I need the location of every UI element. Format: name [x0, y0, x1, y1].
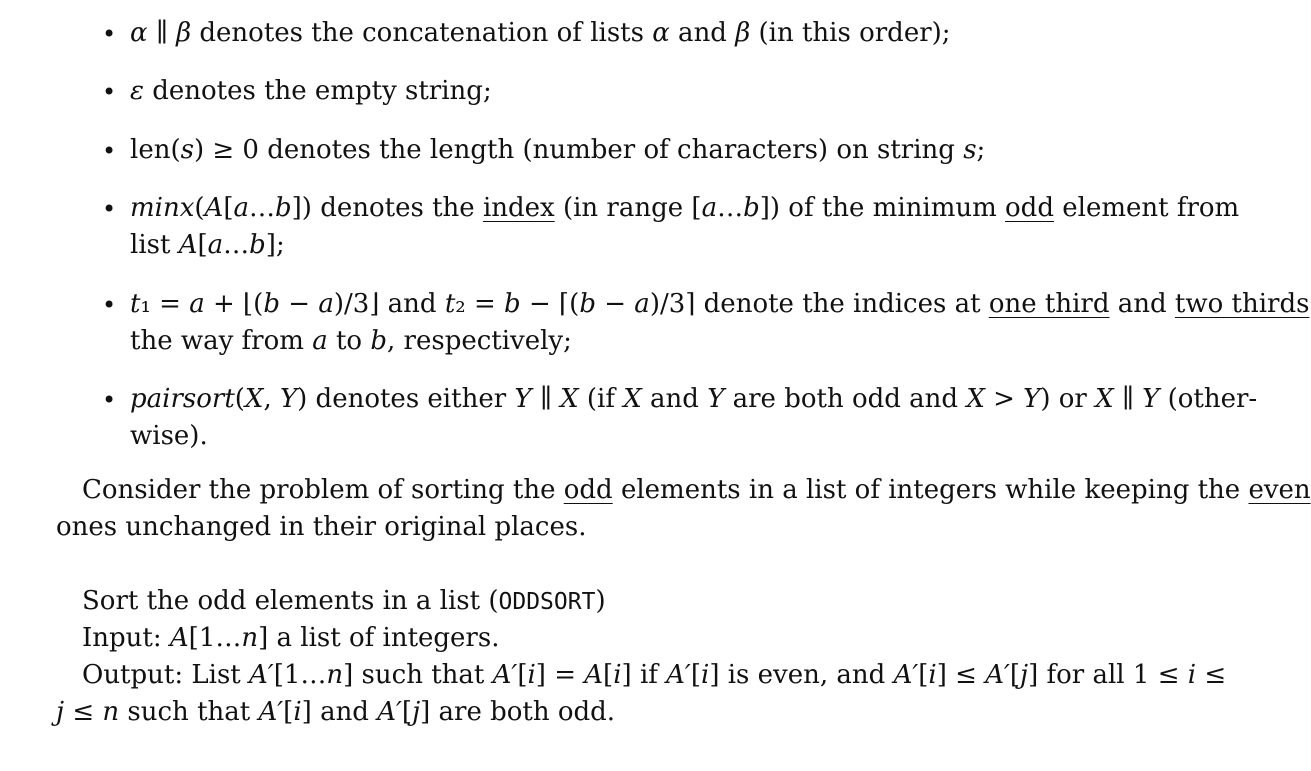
text-run: (in range [: [554, 193, 702, 223]
text-run: denotes the empty string;: [143, 76, 492, 106]
text-run: [: [401, 697, 413, 727]
math-symbol: b: [263, 289, 280, 319]
math-symbol: a: [701, 193, 718, 223]
bullet-marker: •: [102, 291, 117, 319]
math-symbol: a: [634, 289, 650, 319]
math-symbol: i: [701, 660, 710, 690]
bullet-minx-line-1: [130, 193, 1239, 223]
math-symbol: Y: [279, 384, 298, 414]
paragraph-line-1: [82, 475, 1311, 505]
text-run: and: [669, 18, 736, 48]
text-run: [: [1009, 660, 1021, 690]
math-symbol: i: [613, 660, 622, 690]
math-symbol: j: [1020, 660, 1029, 690]
math-symbol: β: [735, 18, 751, 48]
bullet-pairsort-line-1: [130, 384, 1257, 414]
bullet-len-line-1: [130, 135, 985, 165]
text-run: ;: [976, 135, 986, 165]
math-symbol: X: [623, 384, 642, 414]
text-run: −: [279, 289, 319, 319]
bullet-pairsort-line-2: [130, 421, 208, 451]
math-symbol: α: [652, 18, 670, 48]
paragraph-line-2: [56, 512, 587, 542]
text-run: to: [327, 326, 371, 356]
bullet-thirds-line-1: [130, 289, 1309, 319]
math-symbol: t: [444, 289, 456, 319]
math-symbol: i: [293, 697, 302, 727]
text-run: the way from: [130, 326, 313, 356]
text-run: Input:: [82, 623, 170, 653]
text-run: ₁ =: [140, 289, 190, 319]
text-run: and: [1109, 289, 1175, 319]
text-run: elements in a list of integers while keeping the: [612, 475, 1249, 505]
text-run: element from: [1053, 193, 1240, 223]
text-run: − ⌈(: [520, 289, 580, 319]
text-run: …: [249, 193, 275, 223]
text-run: Output: List: [82, 660, 250, 690]
text-run: )/3⌋ and: [333, 289, 445, 319]
math-symbol: A′: [249, 660, 274, 690]
problem-input: [82, 623, 499, 653]
math-symbol: b: [249, 230, 266, 260]
text-run: [: [603, 660, 614, 690]
text-run: ];: [265, 230, 285, 260]
underlined-term: even: [1248, 475, 1311, 505]
text-run: ,: [263, 384, 280, 414]
text-run: , respectively;: [387, 326, 572, 356]
problem-name: ODDSORT: [498, 589, 596, 615]
text-run: (: [194, 193, 205, 223]
text-run: ] ≤: [936, 660, 986, 690]
math-symbol: b: [579, 289, 596, 319]
math-symbol: A: [169, 623, 189, 653]
math-symbol: X > Y: [966, 384, 1041, 414]
math-symbol: n: [326, 660, 344, 690]
text-run: ]) of the minimum: [759, 193, 1006, 223]
text-run: [: [918, 660, 929, 690]
bullet-marker: •: [102, 78, 117, 106]
bullet-marker: •: [102, 386, 117, 414]
math-symbol: s: [180, 135, 194, 165]
text-run: ones unchanged in their original places.: [56, 512, 587, 542]
text-run: + ⌊(: [204, 289, 264, 319]
text-run: and: [641, 384, 708, 414]
text-run: list: [130, 230, 179, 260]
text-run: such that: [119, 697, 259, 727]
math-symbol: b: [370, 326, 387, 356]
text-run: ₂ =: [455, 289, 505, 319]
underlined-term: one third: [988, 289, 1110, 319]
math-symbol: minx: [130, 193, 195, 223]
text-run: ) denotes either: [297, 384, 515, 414]
text-run: len(: [130, 135, 181, 165]
math-symbol: A: [204, 193, 224, 223]
math-symbol: a: [189, 289, 205, 319]
text-run: ≤: [1196, 660, 1227, 690]
math-symbol: A′: [377, 697, 402, 727]
math-symbol: b: [504, 289, 521, 319]
text-run: denotes the concatenation of lists: [191, 18, 653, 48]
underlined-term: odd: [1005, 193, 1054, 223]
math-symbol: A′: [893, 660, 919, 690]
text-run: (if: [578, 384, 624, 414]
math-symbol: pairsort: [130, 384, 235, 414]
text-run: ] such that: [343, 660, 493, 690]
underlined-term: odd: [563, 475, 613, 505]
math-symbol: a: [207, 230, 224, 260]
text-run: [: [283, 697, 294, 727]
math-symbol: α ∥ β: [130, 18, 192, 48]
math-symbol: b: [275, 193, 292, 223]
text-run: [: [517, 660, 528, 690]
text-run: (other-: [1159, 384, 1258, 414]
text-run: [: [223, 193, 234, 223]
math-symbol: b: [743, 193, 760, 223]
text-run: ] are both odd.: [420, 697, 616, 727]
math-symbol: a: [312, 326, 328, 356]
text-run: )/3⌉ denote the indices at: [649, 289, 989, 319]
bullet-empty-string-line-1: [130, 76, 492, 106]
problem-output-line-1: [82, 660, 1226, 690]
text-run: ) ≥ 0 denotes the length (number of characters) on string: [193, 135, 964, 165]
math-symbol: a: [318, 289, 334, 319]
math-symbol: X ∥ Y: [1095, 384, 1160, 414]
math-symbol: t: [130, 289, 141, 319]
text-run: [1…: [188, 623, 242, 653]
text-run: (: [234, 384, 245, 414]
text-run: Sort the odd elements in a list (: [82, 586, 499, 616]
math-symbol: A′: [985, 660, 1010, 690]
math-symbol: i: [1187, 660, 1197, 690]
text-run: [: [690, 660, 701, 690]
math-symbol: Y ∥ X: [514, 384, 579, 414]
math-symbol: A: [178, 230, 198, 260]
underlined-term: index: [482, 193, 555, 223]
math-symbol: A′: [492, 660, 518, 690]
math-symbol: A′: [666, 660, 691, 690]
problem-output-line-2: [56, 697, 615, 727]
math-symbol: ε: [130, 76, 144, 106]
text-run: ] if: [621, 660, 667, 690]
text-run: ]) denotes the: [291, 193, 483, 223]
text-run: [1…: [273, 660, 327, 690]
text-run: Consider the problem of sorting the: [82, 475, 564, 505]
text-run: ] for all 1 ≤: [1028, 660, 1188, 690]
text-run: …: [717, 193, 744, 223]
math-symbol: X: [244, 384, 264, 414]
math-symbol: Y: [707, 384, 725, 414]
math-symbol: n: [241, 623, 259, 653]
text-run: ): [595, 586, 606, 616]
text-run: wise).: [130, 421, 208, 451]
math-symbol: A: [584, 660, 604, 690]
text-run: [: [197, 230, 208, 260]
text-run: ] =: [535, 660, 585, 690]
math-symbol: s: [963, 135, 977, 165]
problem-title: [82, 586, 606, 617]
math-symbol: A′: [258, 697, 284, 727]
math-symbol: a: [233, 193, 249, 223]
text-run: −: [595, 289, 635, 319]
bullet-minx-line-2: [130, 230, 285, 260]
text-run: ) or: [1040, 384, 1096, 414]
text-run: are both odd and: [724, 384, 967, 414]
text-run: ] and: [301, 697, 378, 727]
math-symbol: i: [527, 660, 536, 690]
text-run: ] is even, and: [709, 660, 894, 690]
underlined-term: two thirds: [1174, 289, 1310, 319]
math-symbol: j: [412, 697, 421, 727]
bullet-thirds-line-2: [130, 326, 572, 356]
text-run: ≤: [64, 697, 103, 727]
math-symbol: j: [56, 697, 65, 727]
math-symbol: n: [102, 697, 120, 727]
bullet-concatenation-line-1: [130, 18, 951, 48]
text-run: (in this order);: [750, 18, 951, 48]
bullet-marker: •: [102, 20, 117, 48]
bullet-marker: •: [102, 137, 117, 165]
bullet-marker: •: [102, 195, 117, 223]
text-run: ] a list of integers.: [258, 623, 500, 653]
text-run: …: [223, 230, 250, 260]
math-symbol: i: [928, 660, 937, 690]
